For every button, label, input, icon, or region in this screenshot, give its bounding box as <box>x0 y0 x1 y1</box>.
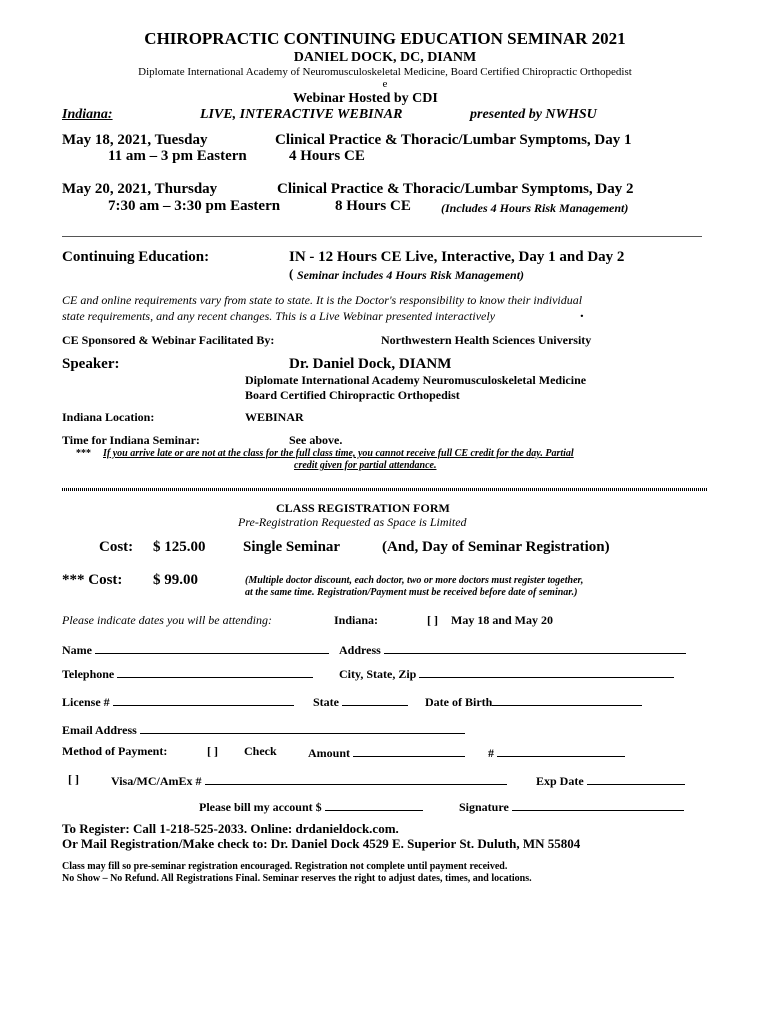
email-field[interactable] <box>62 721 465 738</box>
ce-sub: Seminar includes 4 Hours Risk Management) <box>297 268 525 282</box>
cost-1-desc: Single Seminar <box>243 539 341 555</box>
check-number-blank[interactable] <box>497 744 625 757</box>
city-blank[interactable] <box>419 665 674 678</box>
location-label: Indiana Location: <box>62 410 155 424</box>
city-label: City, State, Zip <box>339 667 417 681</box>
form-divider <box>62 488 707 491</box>
hosted-by: Webinar Hosted by CDI <box>293 91 438 106</box>
speaker-cred-2: Board Certified Chiropractic Orthopedist <box>245 388 460 402</box>
email-blank[interactable] <box>140 721 465 734</box>
cost-1-label: Cost: <box>99 539 134 555</box>
time-label: Time for Indiana Seminar: <box>62 433 200 447</box>
ce-disclaimer-2: state requirements, and any recent changes. This is a Live Webinar presented interactively <box>62 309 496 323</box>
time-value: See above. <box>289 433 343 447</box>
session-2-time: 7:30 am – 3:30 pm Eastern <box>108 198 281 214</box>
dates-prompt-text: Please indicate dates you will be attending <box>62 613 268 627</box>
check-number-field[interactable] <box>488 744 625 761</box>
speaker-cred-1: Diplomate International Academy Neuromusculoskeletal Medicine <box>245 373 587 387</box>
session-1-topic: Clinical Practice & Thoracic/Lumbar Symptoms, Day 1 <box>275 132 632 148</box>
ce-sub-paren: ( <box>289 266 294 281</box>
bill-field[interactable] <box>199 798 423 815</box>
telephone-field[interactable] <box>62 665 313 682</box>
signature-label: Signature <box>459 800 509 814</box>
license-label: License # <box>62 695 110 709</box>
divider <box>62 236 702 237</box>
ce-label: Continuing Education: <box>62 249 210 265</box>
telephone-blank[interactable] <box>117 665 313 678</box>
card-label: Visa/MC/AmEx # <box>111 774 202 788</box>
session-2-topic: Clinical Practice & Thoracic/Lumbar Symptoms, Day 2 <box>277 181 634 197</box>
form-title: CLASS REGISTRATION FORM <box>276 501 450 515</box>
cost-2-note-2: at the same time. Registration/Payment must be received before date of seminar.) <box>245 587 578 598</box>
form-subtitle: Pre-Registration Requested as Space is Limited <box>238 515 467 529</box>
check-number-label: # <box>488 746 494 760</box>
session-2-note: (Includes 4 Hours Risk Management) <box>441 201 629 215</box>
state-blank[interactable] <box>342 693 408 706</box>
state-field[interactable] <box>313 693 408 710</box>
state-label: State <box>313 695 339 709</box>
late-note-2: credit given for partial attendance. <box>294 460 437 471</box>
dob-label: Date of Birth <box>425 695 493 709</box>
bill-blank[interactable] <box>325 798 423 811</box>
address-blank[interactable] <box>384 641 686 654</box>
license-blank[interactable] <box>113 693 294 706</box>
bill-label: Please bill my account $ <box>199 800 322 814</box>
session-2-hours: 8 Hours CE <box>335 198 411 214</box>
cost-1-amount: $ 125.00 <box>153 539 206 555</box>
format-label: LIVE, INTERACTIVE WEBINAR <box>200 107 403 122</box>
check-checkbox[interactable]: [ ] <box>207 744 218 758</box>
dob-field[interactable] <box>425 693 642 710</box>
card-checkbox[interactable]: [ ] <box>68 772 79 786</box>
exp-field[interactable] <box>536 772 685 789</box>
credentials-line: Diplomate International Academy of Neuromusculoskeletal Medicine, Board Certified Chiropractic Orthopedist <box>138 66 632 78</box>
name-field[interactable] <box>62 641 329 658</box>
late-note-1: If you arrive late or are not at the class for the full class time, you cannot receive full CE credit for the day. Partial <box>103 448 574 459</box>
city-field[interactable] <box>339 665 674 682</box>
session-2-date: May 20, 2021, Thursday <box>62 181 218 197</box>
speaker-name-header: DANIEL DOCK, DC, DIANM <box>293 50 477 65</box>
card-field[interactable] <box>111 772 507 789</box>
payment-method-label: Method of Payment: <box>62 744 168 758</box>
amount-label: Amount <box>308 746 351 760</box>
session-1-date: May 18, 2021, Tuesday <box>62 132 208 148</box>
register-line-1: To Register: Call 1-218-525-2033. Online: drdanieldock.com. <box>62 821 399 836</box>
cost-2-note-1: (Multiple doctor discount, each doctor, two or more doctors must register together, <box>245 575 584 586</box>
policy-line-2: No Show – No Refund. All Registrations Final. Seminar reserves the right to adjust dates, times, and locations. <box>62 873 532 884</box>
ce-disclaimer-period: . <box>580 305 584 321</box>
late-stars: *** <box>76 448 91 459</box>
address-label: Address <box>339 643 381 657</box>
amount-field[interactable] <box>308 744 465 761</box>
exp-label: Exp Date <box>536 774 584 788</box>
credentials-line-wrap: e <box>382 78 388 90</box>
cost-2-label: *** Cost: <box>62 572 123 588</box>
ce-value: IN - 12 Hours CE Live, Interactive, Day 1 and Day 2 <box>289 249 625 265</box>
session-1-time: 11 am – 3 pm Eastern <box>108 148 247 164</box>
address-field[interactable] <box>339 641 686 658</box>
card-blank[interactable] <box>205 772 507 785</box>
check-label: Check <box>244 744 277 758</box>
dob-blank[interactable] <box>492 693 642 706</box>
sponsor-value: Northwestern Health Sciences University <box>381 333 592 347</box>
dates-checkbox[interactable]: [ ] <box>427 613 438 627</box>
location-value: WEBINAR <box>245 410 304 424</box>
session-1-hours: 4 Hours CE <box>289 148 365 164</box>
dates-option: May 18 and May 20 <box>451 613 553 627</box>
presented-by: presented by NWHSU <box>470 107 597 122</box>
dates-prompt <box>62 613 272 628</box>
register-line-2: Or Mail Registration/Make check to: Dr. Daniel Dock 4529 E. Superior St. Duluth, MN 55804 <box>62 836 581 851</box>
speaker-name: Dr. Daniel Dock, DIANM <box>289 356 452 372</box>
license-field[interactable] <box>62 693 294 710</box>
email-label: Email Address <box>62 723 137 737</box>
sponsor-label: CE Sponsored & Webinar Facilitated By: <box>62 333 275 347</box>
speaker-label: Speaker: <box>62 356 120 372</box>
policy-line-1: Class may fill so pre-seminar registration encouraged. Registration not complete until payment received. <box>62 861 508 872</box>
dates-state: Indiana: <box>334 613 379 627</box>
page-title: CHIROPRACTIC CONTINUING EDUCATION SEMINAR 2021 <box>144 29 626 48</box>
signature-blank[interactable] <box>512 798 684 811</box>
cost-2-amount: $ 99.00 <box>153 572 198 588</box>
ce-disclaimer-1: CE and online requirements vary from state to state. It is the Doctor's responsibility to know their individual <box>62 293 583 307</box>
signature-field[interactable] <box>459 798 684 815</box>
state-label: Indiana: <box>62 107 113 122</box>
telephone-label: Telephone <box>62 667 115 681</box>
exp-blank[interactable] <box>587 772 685 785</box>
cost-1-note: (And, Day of Seminar Registration) <box>382 539 610 555</box>
dates-prompt-colon: : <box>267 613 272 627</box>
amount-blank[interactable] <box>353 744 465 757</box>
name-blank[interactable] <box>95 641 329 654</box>
name-label: Name <box>62 643 92 657</box>
